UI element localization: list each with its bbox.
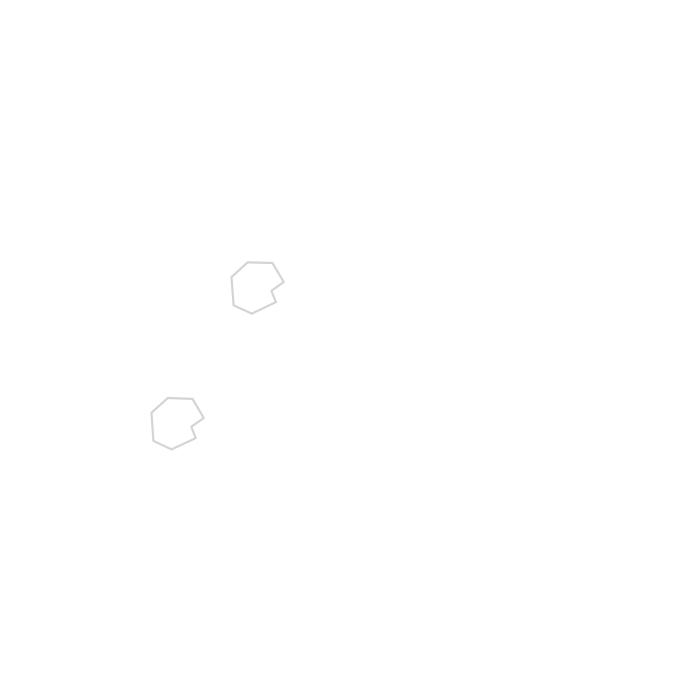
metal-profile-logo-icon bbox=[145, 392, 208, 453]
watermark-1 bbox=[225, 256, 289, 317]
metal-profile-logo-icon bbox=[225, 256, 289, 317]
watermark-2 bbox=[145, 392, 208, 453]
